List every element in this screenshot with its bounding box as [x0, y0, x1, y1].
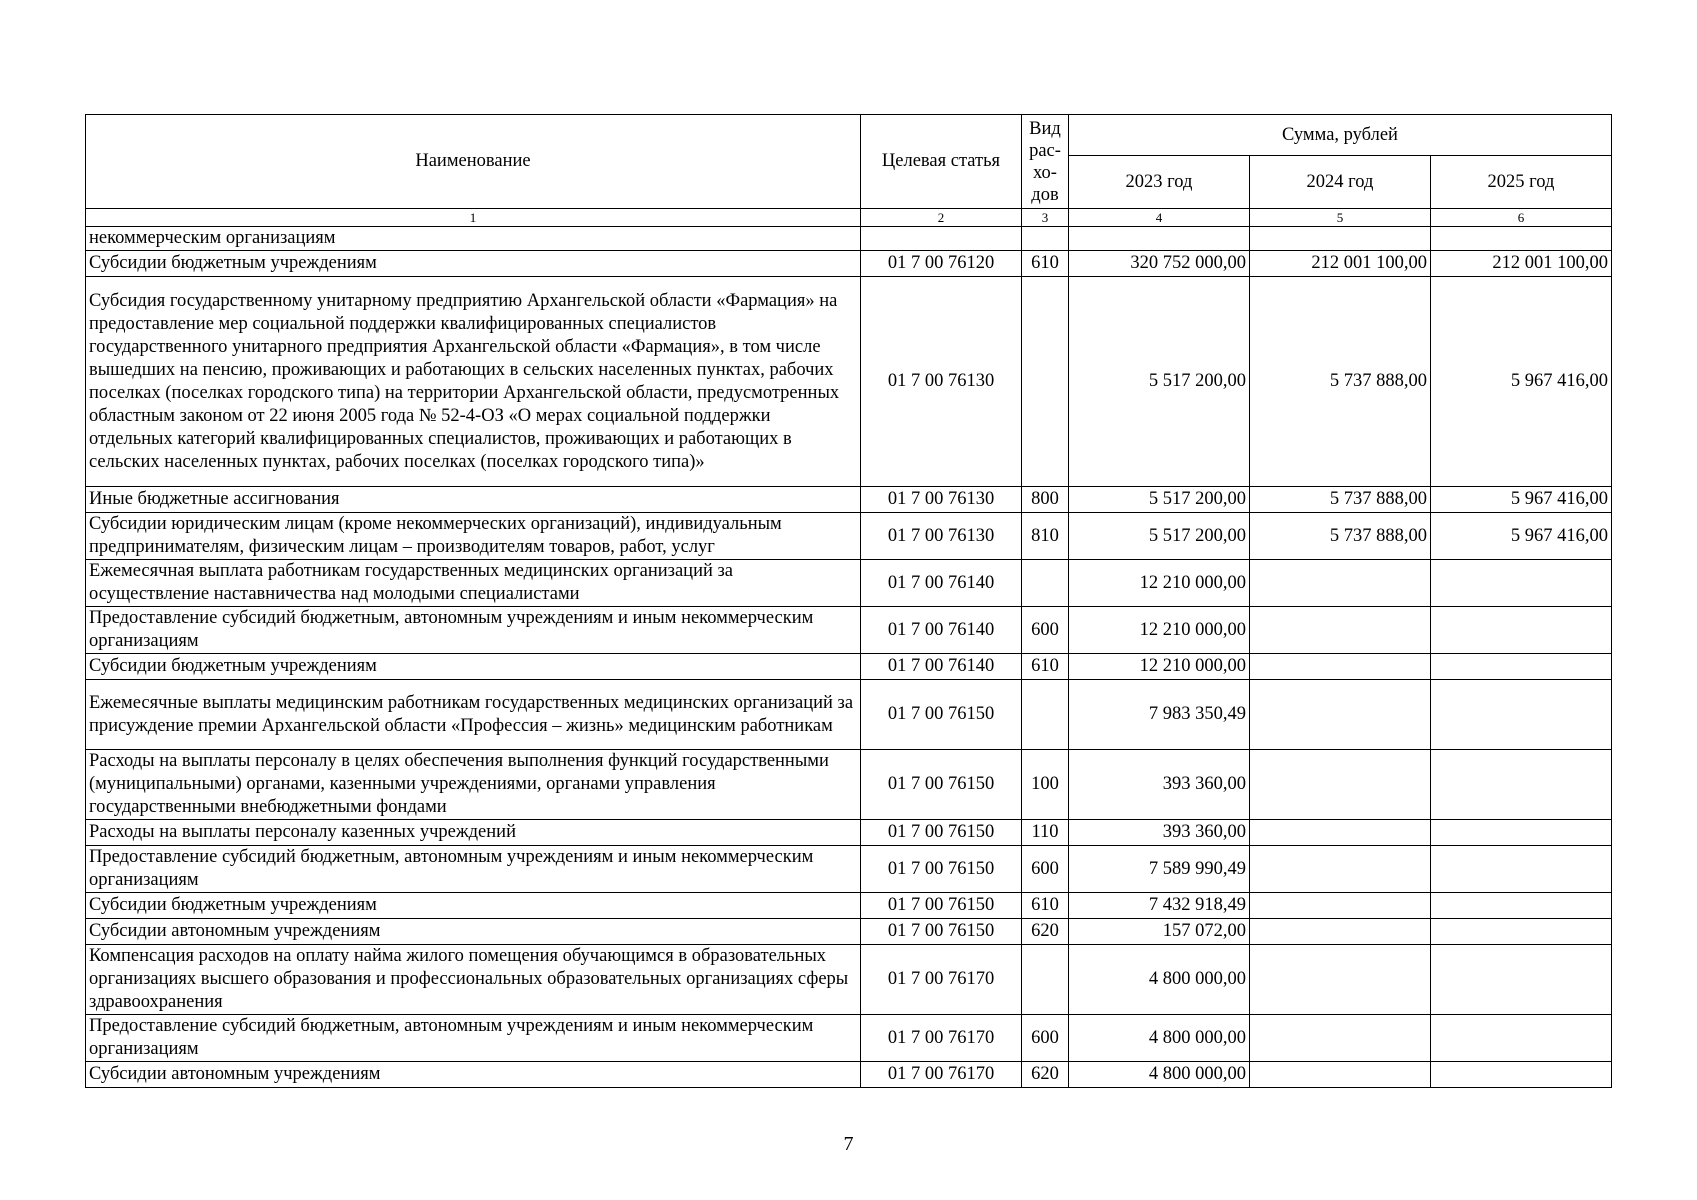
table-row [86, 487, 1612, 513]
row-target-article: 01 7 00 76120 [861, 251, 1022, 277]
row-sum-2025 [1431, 750, 1612, 820]
header-expense-kind: Вид рас- хо- дов [1022, 115, 1069, 209]
table-row [86, 513, 1612, 560]
row-sum-2025 [1431, 680, 1612, 750]
table-row [86, 820, 1612, 846]
row-sum-2025 [1431, 893, 1612, 919]
row-name: Субсидии автономным учреждениям [86, 919, 861, 945]
column-number: 3 [1022, 209, 1069, 227]
row-sum-2024 [1250, 945, 1431, 1015]
row-expense-kind: 600 [1022, 1015, 1069, 1062]
table-row [86, 654, 1612, 680]
row-sum-2023: 12 210 000,00 [1069, 654, 1250, 680]
row-name: Субсидии бюджетным учреждениям [86, 893, 861, 919]
row-target-article: 01 7 00 76150 [861, 820, 1022, 846]
row-expense-kind: 100 [1022, 750, 1069, 820]
row-sum-2024: 212 001 100,00 [1250, 251, 1431, 277]
row-sum-2024 [1250, 654, 1431, 680]
row-expense-kind: 600 [1022, 846, 1069, 893]
row-sum-2023: 4 800 000,00 [1069, 945, 1250, 1015]
row-sum-2025 [1431, 820, 1612, 846]
row-target-article: 01 7 00 76130 [861, 277, 1022, 487]
header-year-2025: 2025 год [1431, 156, 1612, 209]
row-sum-2025 [1431, 945, 1612, 1015]
table-row [86, 277, 1612, 487]
row-name: Ежемесячная выплата работникам государственных медицинских организаций за осуществление наставничества над молодыми специалистами [86, 560, 861, 607]
row-sum-2025 [1431, 1015, 1612, 1062]
row-name: Расходы на выплаты персоналу казенных учреждений [86, 820, 861, 846]
row-name: Иные бюджетные ассигнования [86, 487, 861, 513]
row-name: Предоставление субсидий бюджетным, автономным учреждениям и иным некоммерческим организациям [86, 1015, 861, 1062]
column-number: 5 [1250, 209, 1431, 227]
table-row [86, 607, 1612, 654]
page-number: 7 [843, 1133, 854, 1155]
row-sum-2024 [1250, 919, 1431, 945]
row-sum-2023: 4 800 000,00 [1069, 1062, 1250, 1088]
row-sum-2024 [1250, 1015, 1431, 1062]
table-row [86, 1062, 1612, 1088]
row-sum-2025: 212 001 100,00 [1431, 251, 1612, 277]
row-sum-2023: 12 210 000,00 [1069, 560, 1250, 607]
row-name: Ежемесячные выплаты медицинским работникам государственных медицинских организаций за присуждение премии Архангельской области «Профессия – жизнь» медицинским работникам [86, 680, 861, 750]
row-sum-2025 [1431, 919, 1612, 945]
header-target-article: Целевая статья [861, 115, 1022, 209]
row-sum-2025: 5 967 416,00 [1431, 513, 1612, 560]
row-sum-2025: 5 967 416,00 [1431, 487, 1612, 513]
row-expense-kind: 620 [1022, 919, 1069, 945]
row-name: Субсидия государственному унитарному предприятию Архангельской области «Фармация» на предоставление мер социальной поддержки квалифицированных специалистов государственного унитарного предприятия Архангельской области «Фармация», в том числе вышедших на пенсию, проживающих и работающих в сельских населенных пунктах, рабочих поселках (поселках городского типа) на территории Архангельской области, предусмотренных областным законом от 22 июня 2005 года № 52-4-ОЗ «О мерах социальной поддержки отдельных категорий квалифицированных специалистов, проживающих и работающих в сельских населенных пунктах, рабочих поселках (поселках городского типа)» [86, 277, 861, 487]
row-sum-2024 [1250, 893, 1431, 919]
row-sum-2024 [1250, 227, 1431, 251]
row-sum-2024 [1250, 846, 1431, 893]
row-name: Субсидии бюджетным учреждениям [86, 654, 861, 680]
row-sum-2024 [1250, 1062, 1431, 1088]
row-sum-2023: 12 210 000,00 [1069, 607, 1250, 654]
header-year-2023: 2023 год [1069, 156, 1250, 209]
header-year-2024: 2024 год [1250, 156, 1431, 209]
row-expense-kind [1022, 945, 1069, 1015]
column-number: 1 [86, 209, 861, 227]
row-name: некоммерческим организациям [86, 227, 861, 251]
row-target-article: 01 7 00 76150 [861, 919, 1022, 945]
row-target-article: 01 7 00 76150 [861, 680, 1022, 750]
row-sum-2025 [1431, 560, 1612, 607]
row-name: Субсидии юридическим лицам (кроме некоммерческих организаций), индивидуальным предпринимателям, физическим лицам – производителям товаров, работ, услуг [86, 513, 861, 560]
row-sum-2023: 320 752 000,00 [1069, 251, 1250, 277]
row-target-article: 01 7 00 76170 [861, 1062, 1022, 1088]
row-target-article: 01 7 00 76170 [861, 945, 1022, 1015]
table-row [86, 893, 1612, 919]
row-expense-kind [1022, 277, 1069, 487]
row-sum-2024: 5 737 888,00 [1250, 277, 1431, 487]
row-target-article [861, 227, 1022, 251]
row-expense-kind [1022, 680, 1069, 750]
row-sum-2024: 5 737 888,00 [1250, 513, 1431, 560]
table-row [86, 560, 1612, 607]
table-row [86, 1015, 1612, 1062]
column-numbers-row [86, 209, 1612, 227]
table-row [86, 846, 1612, 893]
row-sum-2025 [1431, 607, 1612, 654]
row-sum-2024 [1250, 750, 1431, 820]
row-expense-kind: 610 [1022, 893, 1069, 919]
table-body [86, 209, 1612, 1088]
column-number: 4 [1069, 209, 1250, 227]
table-row [86, 945, 1612, 1015]
table-row [86, 919, 1612, 945]
row-sum-2025 [1431, 227, 1612, 251]
row-name: Предоставление субсидий бюджетным, автономным учреждениям и иным некоммерческим организациям [86, 846, 861, 893]
row-target-article: 01 7 00 76140 [861, 654, 1022, 680]
row-sum-2023: 157 072,00 [1069, 919, 1250, 945]
row-sum-2023: 5 517 200,00 [1069, 277, 1250, 487]
row-expense-kind: 610 [1022, 251, 1069, 277]
budget-table [85, 114, 1612, 1088]
table-row [86, 750, 1612, 820]
row-target-article: 01 7 00 76140 [861, 607, 1022, 654]
row-sum-2025 [1431, 654, 1612, 680]
row-sum-2023: 7 983 350,49 [1069, 680, 1250, 750]
row-sum-2025: 5 967 416,00 [1431, 277, 1612, 487]
header-sum: Сумма, рублей [1069, 115, 1612, 156]
row-target-article: 01 7 00 76140 [861, 560, 1022, 607]
row-sum-2024 [1250, 607, 1431, 654]
row-name: Субсидии бюджетным учреждениям [86, 251, 861, 277]
row-sum-2023: 5 517 200,00 [1069, 487, 1250, 513]
column-number: 2 [861, 209, 1022, 227]
table-header [86, 115, 1612, 209]
row-name: Предоставление субсидий бюджетным, автономным учреждениям и иным некоммерческим организациям [86, 607, 861, 654]
row-expense-kind [1022, 227, 1069, 251]
row-target-article: 01 7 00 76130 [861, 513, 1022, 560]
row-expense-kind: 620 [1022, 1062, 1069, 1088]
row-sum-2025 [1431, 1062, 1612, 1088]
header-name: Наименование [86, 115, 861, 209]
row-sum-2024: 5 737 888,00 [1250, 487, 1431, 513]
row-expense-kind: 600 [1022, 607, 1069, 654]
row-sum-2023: 393 360,00 [1069, 750, 1250, 820]
row-target-article: 01 7 00 76130 [861, 487, 1022, 513]
row-expense-kind [1022, 560, 1069, 607]
table-row [86, 251, 1612, 277]
table-row [86, 227, 1612, 251]
row-sum-2023: 7 432 918,49 [1069, 893, 1250, 919]
row-expense-kind: 810 [1022, 513, 1069, 560]
row-sum-2023 [1069, 227, 1250, 251]
row-sum-2025 [1431, 846, 1612, 893]
row-expense-kind: 110 [1022, 820, 1069, 846]
row-sum-2024 [1250, 820, 1431, 846]
row-sum-2023: 5 517 200,00 [1069, 513, 1250, 560]
row-name: Компенсация расходов на оплату найма жилого помещения обучающимся в образовательных организациях высшего образования и профессиональных образовательных организациях сферы здравоохранения [86, 945, 861, 1015]
row-target-article: 01 7 00 76150 [861, 750, 1022, 820]
row-sum-2024 [1250, 560, 1431, 607]
row-sum-2023: 393 360,00 [1069, 820, 1250, 846]
row-expense-kind: 800 [1022, 487, 1069, 513]
column-number: 6 [1431, 209, 1612, 227]
row-expense-kind: 610 [1022, 654, 1069, 680]
row-target-article: 01 7 00 76170 [861, 1015, 1022, 1062]
row-target-article: 01 7 00 76150 [861, 893, 1022, 919]
row-name: Субсидии автономным учреждениям [86, 1062, 861, 1088]
table-row [86, 680, 1612, 750]
row-target-article: 01 7 00 76150 [861, 846, 1022, 893]
row-sum-2023: 4 800 000,00 [1069, 1015, 1250, 1062]
row-sum-2023: 7 589 990,49 [1069, 846, 1250, 893]
row-sum-2024 [1250, 680, 1431, 750]
row-name: Расходы на выплаты персоналу в целях обеспечения выполнения функций государственными (муниципальными) органами, казенными учреждениями, органами управления государственными внебюджетными фондами [86, 750, 861, 820]
